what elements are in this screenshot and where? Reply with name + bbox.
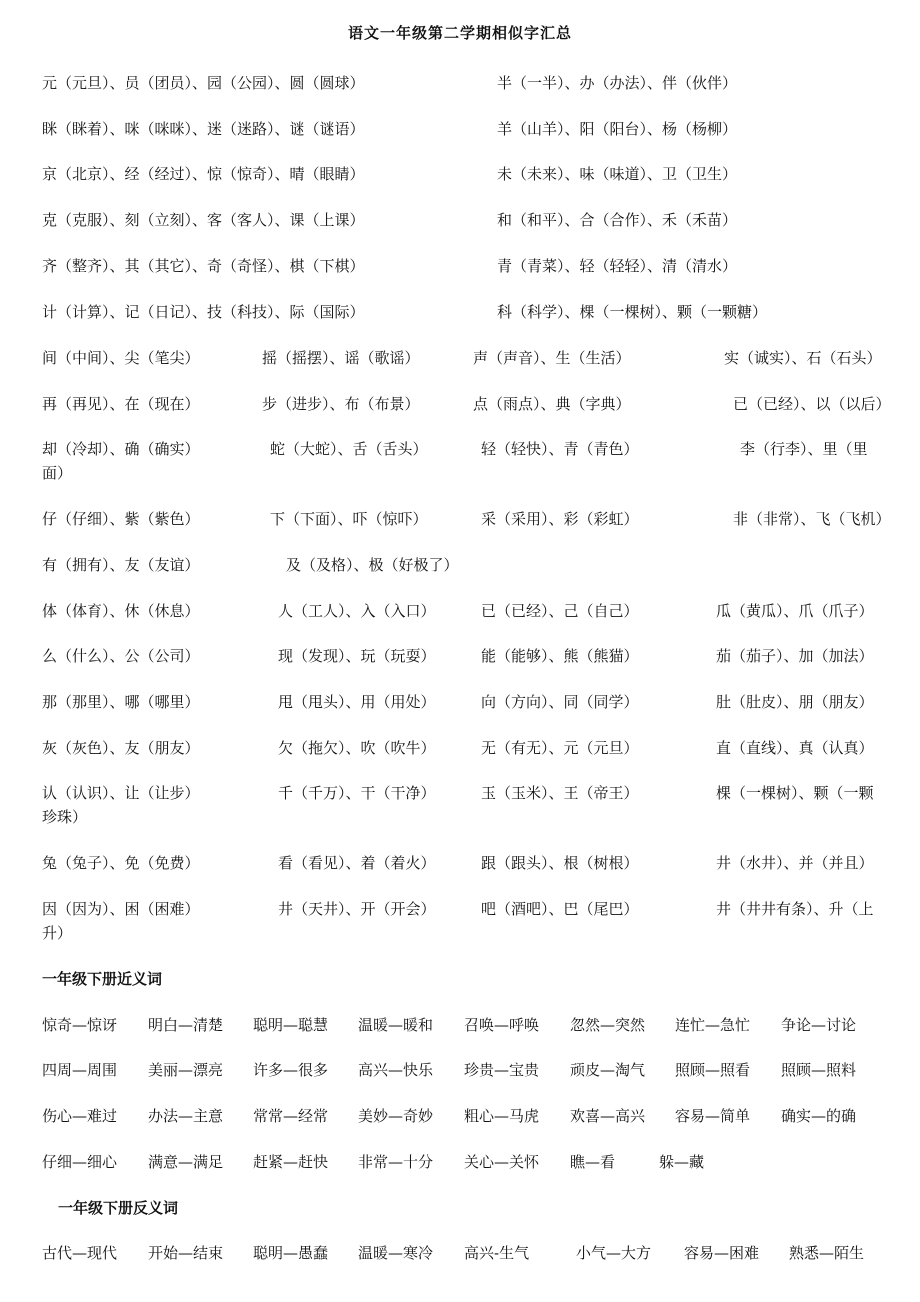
similar-group: 茄（茄子）、加（加法）	[716, 647, 874, 665]
similar-group: 间（中间）、尖（笔尖）	[42, 349, 200, 367]
similar-row	[0, 72, 920, 96]
similar-group: 及（及格）、极（好极了）	[286, 556, 459, 574]
similar-group: 吧（酒吧）、巴（尾巴）	[481, 900, 639, 918]
similar-group: 京（北京）、经（经过）、惊（惊奇）、晴（眼睛）	[42, 165, 365, 183]
similar-row	[0, 438, 920, 462]
similar-group: 已（已经）、己（自己）	[481, 602, 639, 620]
synonym-pair: 惊奇—惊讶	[42, 1016, 118, 1034]
antonym-pair: 小气—大方	[576, 1244, 652, 1262]
similar-group: 玉（玉米）、王（帝王）	[481, 784, 639, 802]
similar-group: 现（发现）、玩（玩耍）	[278, 647, 436, 665]
antonym-pair: 古代—现代	[42, 1244, 118, 1262]
similar-group: 认（认识）、让（让步）	[42, 784, 200, 802]
similar-group: 和（和平）、合（合作）、禾（禾苗）	[497, 211, 738, 229]
similar-group: 直（直线）、真（认真）	[716, 739, 874, 757]
synonym-pair: 伤心—难过	[42, 1107, 118, 1125]
synonym-pair: 召唤—呼唤	[464, 1016, 540, 1034]
similar-group: 瓜（黄瓜）、爪（爪子）	[716, 602, 874, 620]
synonym-pair: 确实—的确	[781, 1107, 857, 1125]
similar-group: 眯（眯着）、咪（咪咪）、迷（迷路）、谜（谜语）	[42, 120, 365, 138]
synonym-pair: 瞧—看	[570, 1153, 616, 1171]
antonym-pair: 容易—困难	[684, 1244, 760, 1262]
antonym-pair: 开始—结束	[148, 1244, 224, 1262]
similar-group: 向（方向）、同（同学）	[481, 693, 639, 711]
synonym-pair: 高兴—快乐	[358, 1061, 434, 1079]
similar-group: 井（井井有条）、升（上	[716, 900, 874, 918]
similar-group: 蛇（大蛇）、舌（舌头）	[270, 440, 428, 458]
synonym-pair: 连忙—急忙	[675, 1016, 751, 1034]
antonym-pair: 高兴-生气	[464, 1244, 530, 1262]
synonym-pair: 非常—十分	[358, 1153, 434, 1171]
similar-row	[0, 118, 920, 142]
similar-group: 声（声音）、生（生活）	[473, 349, 631, 367]
page-title: 语文一年级第二学期相似字汇总	[347, 24, 572, 42]
similar-row	[0, 347, 920, 371]
similar-row	[0, 255, 920, 279]
similar-group: 兔（兔子）、免（免费）	[42, 854, 200, 872]
similar-row	[0, 645, 920, 669]
similar-group: 齐（整齐）、其（其它）、奇（奇怪）、棋（下棋）	[42, 257, 365, 275]
similar-group: 因（因为）、困（困难）	[42, 900, 200, 918]
similar-row	[0, 600, 920, 624]
similar-row	[0, 691, 920, 715]
synonym-pair: 顽皮—淘气	[570, 1061, 646, 1079]
similar-group: 采（采用）、彩（彩虹）	[481, 510, 639, 528]
similar-group: 已（已经）、以（以后）	[733, 395, 891, 413]
similar-row-continuation: 升）	[42, 924, 73, 942]
synonym-pair: 争论—讨论	[781, 1016, 857, 1034]
similar-group: 步（进步）、布（布景）	[262, 395, 420, 413]
synonym-pair: 明白—清楚	[148, 1016, 224, 1034]
synonym-pair: 照顾—照料	[781, 1061, 857, 1079]
synonym-pair: 赶紧—赶快	[253, 1153, 329, 1171]
synonym-pair: 温暖—暖和	[358, 1016, 434, 1034]
similar-group: 看（看见）、着（着火）	[278, 854, 436, 872]
similar-group: 非（非常）、飞（飞机）	[733, 510, 891, 528]
antonym-pair: 温暖—寒冷	[358, 1244, 434, 1262]
similar-group: 那（那里）、哪（哪里）	[42, 693, 200, 711]
similar-row	[0, 852, 920, 876]
similar-group: 千（千万）、干（干净）	[278, 784, 436, 802]
antonym-pair: 熟悉—陌生	[789, 1244, 865, 1262]
similar-group: 能（能够）、熊（熊猫）	[481, 647, 639, 665]
similar-group: 灰（灰色）、友（朋友）	[42, 739, 200, 757]
synonym-pair: 常常—经常	[253, 1107, 329, 1125]
synonym-pair: 美丽—漂亮	[148, 1061, 224, 1079]
similar-group: 下（下面）、吓（惊吓）	[270, 510, 428, 528]
antonym-heading: 一年级下册反义词	[58, 1199, 179, 1217]
synonym-pair: 关心—关怀	[464, 1153, 540, 1171]
similar-row	[0, 737, 920, 761]
synonym-pair: 欢喜—高兴	[570, 1107, 646, 1125]
synonym-pair: 照顾—照看	[675, 1061, 751, 1079]
similar-group: 李（行李）、里（里	[740, 440, 868, 458]
similar-row	[0, 393, 920, 417]
similar-row	[0, 554, 920, 578]
synonym-pair: 躲—藏	[659, 1153, 705, 1171]
synonym-heading: 一年级下册近义词	[42, 970, 163, 988]
similar-group: 轻（轻快）、青（青色）	[481, 440, 639, 458]
similar-group: 再（再见）、在（现在）	[42, 395, 200, 413]
synonym-row	[0, 1014, 920, 1038]
similar-group: 甩（甩头）、用（用处）	[278, 693, 436, 711]
synonym-pair: 满意—满足	[148, 1153, 224, 1171]
synonym-pair: 珍贵—宝贵	[464, 1061, 540, 1079]
similar-row	[0, 163, 920, 187]
similar-group: 点（雨点）、典（字典）	[473, 395, 631, 413]
synonym-row	[0, 1059, 920, 1083]
similar-group: 井（水井）、并（并且）	[716, 854, 874, 872]
similar-row-continuation: 珍珠）	[42, 808, 88, 826]
synonym-pair: 聪明—聪慧	[253, 1016, 329, 1034]
synonym-pair: 许多—很多	[253, 1061, 329, 1079]
antonym-row	[0, 1242, 920, 1266]
synonym-pair: 仔细—细心	[42, 1153, 118, 1171]
synonym-pair: 美妙—奇妙	[358, 1107, 434, 1125]
similar-group: 羊（山羊）、阳（阳台）、杨（杨柳）	[497, 120, 738, 138]
similar-group: 元（元旦）、员（团员）、园（公园）、圆（圆球）	[42, 74, 365, 92]
synonym-pair: 办法—主意	[148, 1107, 224, 1125]
similar-group: 欠（拖欠）、吹（吹牛）	[278, 739, 436, 757]
similar-row	[0, 301, 920, 325]
similar-row	[0, 782, 920, 806]
synonym-row	[0, 1151, 920, 1175]
synonym-pair: 粗心—马虎	[464, 1107, 540, 1125]
similar-row	[0, 508, 920, 532]
similar-group: 摇（摇摆）、谣（歌谣）	[262, 349, 420, 367]
similar-group: 跟（跟头）、根（树根）	[481, 854, 639, 872]
antonym-pair: 聪明—愚蠢	[253, 1244, 329, 1262]
synonym-row	[0, 1105, 920, 1129]
similar-group: 实（诚实）、石（石头）	[724, 349, 882, 367]
similar-group: 却（冷却）、确（确实）	[42, 440, 200, 458]
similar-group: 科（科学）、棵（一棵树）、颗（一颗糖）	[497, 303, 768, 321]
synonym-pair: 容易—简单	[675, 1107, 751, 1125]
similar-group: 体（体育）、休（休息）	[42, 602, 200, 620]
similar-group: 计（计算）、记（日记）、技（科技）、际（国际）	[42, 303, 365, 321]
similar-group: 半（一半）、办（办法）、伴（伙伴）	[497, 74, 738, 92]
similar-group: 肚（肚皮）、朋（朋友）	[716, 693, 874, 711]
synonym-pair: 四周—周围	[42, 1061, 118, 1079]
similar-group: 仔（仔细）、紫（紫色）	[42, 510, 200, 528]
similar-row	[0, 209, 920, 233]
similar-group: 有（拥有）、友（友谊）	[42, 556, 200, 574]
similar-group: 么（什么）、公（公司）	[42, 647, 200, 665]
similar-row-continuation: 面）	[42, 464, 73, 482]
similar-group: 克（克服）、刻（立刻）、客（客人）、课（上课）	[42, 211, 365, 229]
similar-group: 未（未来）、味（味道）、卫（卫生）	[497, 165, 738, 183]
similar-group: 人（工人）、入（入口）	[278, 602, 436, 620]
similar-group: 棵（一棵树）、颗（一颗	[716, 784, 874, 802]
similar-group: 无（有无）、元（元旦）	[481, 739, 639, 757]
similar-group: 井（天井）、开（开会）	[278, 900, 436, 918]
synonym-pair: 忽然—突然	[570, 1016, 646, 1034]
similar-group: 青（青菜）、轻（轻轻）、清（清水）	[497, 257, 738, 275]
similar-row	[0, 898, 920, 922]
